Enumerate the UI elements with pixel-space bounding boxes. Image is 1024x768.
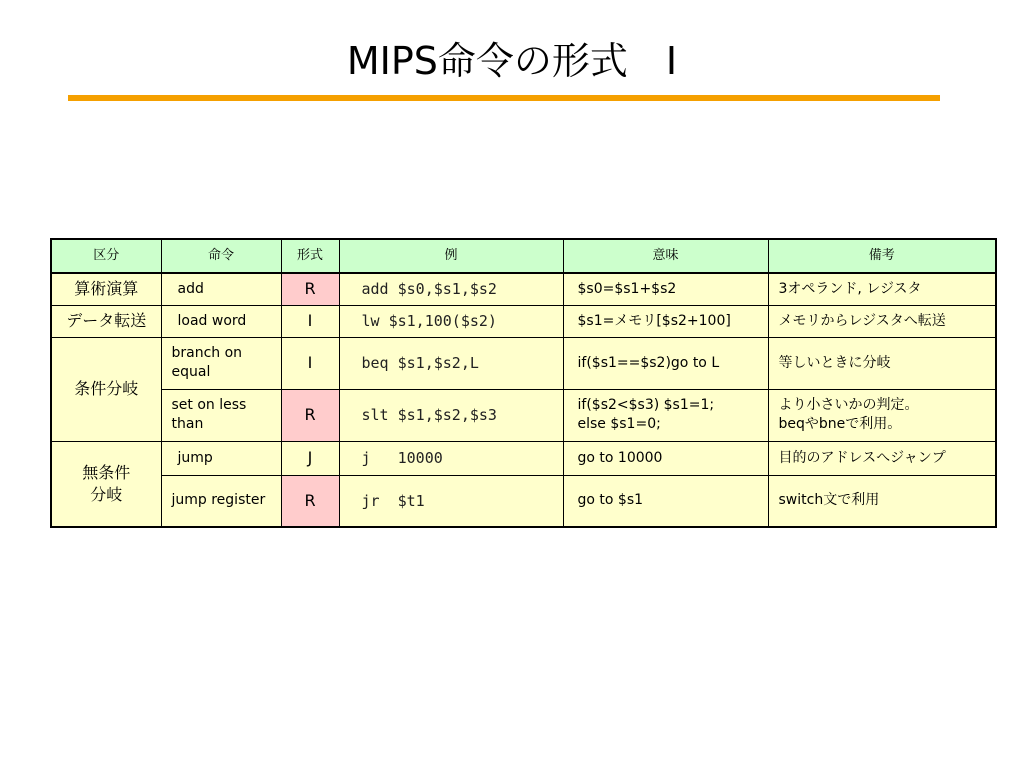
instruction-cell: load word <box>161 305 281 337</box>
example-cell: slt $s1,$s2,$s3 <box>339 389 563 441</box>
example-cell: jr $t1 <box>339 475 563 527</box>
note-cell: 3オペランド, レジスタ <box>768 273 996 305</box>
table-header-row <box>51 239 996 273</box>
note-cell: 目的のアドレスへジャンプ <box>768 441 996 475</box>
instruction-cell: branch on equal <box>161 337 281 389</box>
table-row <box>51 273 996 305</box>
meaning-cell: go to $s1 <box>563 475 768 527</box>
format-cell: R <box>281 389 339 441</box>
table-row <box>51 337 996 389</box>
note-cell: より小さいかの判定。 beqやbneで利用。 <box>768 389 996 441</box>
meaning-cell: go to 10000 <box>563 441 768 475</box>
header-category: 区分 <box>51 239 161 273</box>
example-cell: lw $s1,100($s2) <box>339 305 563 337</box>
category-cell: 条件分岐 <box>51 337 161 441</box>
mips-instruction-table <box>50 238 997 528</box>
category-cell: 無条件 分岐 <box>51 441 161 527</box>
page-title: MIPS命令の形式 I <box>346 39 678 83</box>
instruction-cell: jump <box>161 441 281 475</box>
header-meaning: 意味 <box>563 239 768 273</box>
note-cell: メモリからレジスタへ転送 <box>768 305 996 337</box>
format-cell: R <box>281 273 339 305</box>
format-cell: J <box>281 441 339 475</box>
category-cell: データ転送 <box>51 305 161 337</box>
header-format: 形式 <box>281 239 339 273</box>
note-cell: 等しいときに分岐 <box>768 337 996 389</box>
meaning-cell: $s0=$s1+$s2 <box>563 273 768 305</box>
header-instruction: 命令 <box>161 239 281 273</box>
header-example: 例 <box>339 239 563 273</box>
instruction-cell: add <box>161 273 281 305</box>
format-cell: I <box>281 337 339 389</box>
format-cell: R <box>281 475 339 527</box>
meaning-cell: $s1=メモリ[$s2+100] <box>563 305 768 337</box>
category-cell: 算術演算 <box>51 273 161 305</box>
table-row <box>51 441 996 475</box>
instruction-cell: set on less than <box>161 389 281 441</box>
instruction-cell: jump register <box>161 475 281 527</box>
note-cell: switch文で利用 <box>768 475 996 527</box>
format-cell: I <box>281 305 339 337</box>
table-row <box>51 475 996 527</box>
header-note: 備考 <box>768 239 996 273</box>
example-cell: j 10000 <box>339 441 563 475</box>
title-underline <box>68 95 940 101</box>
table-row <box>51 305 996 337</box>
example-cell: beq $s1,$s2,L <box>339 337 563 389</box>
meaning-cell: if($s1==$s2)go to L <box>563 337 768 389</box>
meaning-cell: if($s2<$s3) $s1=1; else $s1=0; <box>563 389 768 441</box>
example-cell: add $s0,$s1,$s2 <box>339 273 563 305</box>
table-row <box>51 389 996 441</box>
